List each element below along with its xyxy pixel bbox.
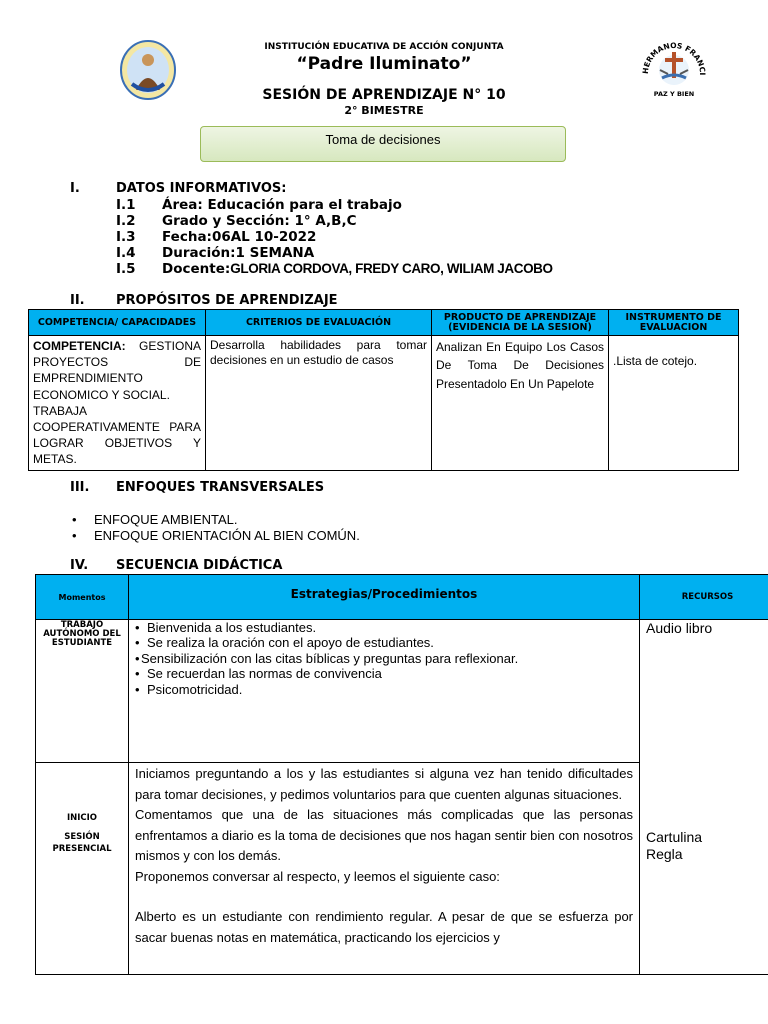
franciscan-logo-arc: HERMANOS FRANCI: [640, 40, 708, 76]
activity-item: [135, 666, 633, 681]
recurso-regla: Regla: [646, 846, 683, 862]
session-title: SESIÓN DE APRENDIZAJE N° 10: [262, 87, 506, 103]
instrumento-cell: .Lista de cotejo.: [609, 336, 739, 471]
header-estrategias: [129, 575, 640, 620]
institution-name: INSTITUCIÓN EDUCATIVA DE ACCIÓN CONJUNTA: [264, 42, 504, 52]
datos-list: [0, 197, 768, 277]
header-competencia: COMPETENCIA/ CAPACIDADES: [29, 310, 206, 336]
docente-names: GLORIA CORDOVA, FREDY CARO, WILIAM JACOBO: [230, 261, 553, 276]
section-datos-heading: [0, 181, 768, 197]
datos-item-number: I.4: [116, 245, 136, 261]
header-recursos: RECURSOS: [640, 575, 768, 620]
activity-text: Psicomotricidad.: [147, 681, 243, 697]
datos-item-number: I.1: [116, 197, 136, 213]
section-propositos-heading: [0, 293, 768, 309]
activity-item: [135, 651, 633, 666]
datos-item-number: I.5: [116, 261, 136, 277]
datos-item: [0, 197, 768, 213]
school-name: “Padre Iluminato”: [296, 54, 472, 74]
docente-label: Docente:: [162, 261, 231, 277]
section-title: ENFOQUES TRANSVERSALES: [116, 480, 325, 495]
competencia-label: COMPETENCIA:: [33, 339, 126, 353]
moment-inicio: [36, 763, 129, 975]
datos-item-text: Duración:1 SEMANA: [162, 245, 315, 261]
section-secuencia-heading: [0, 558, 768, 574]
bimestre-label: 2° BIMESTRE: [344, 104, 424, 117]
activities-list: [135, 620, 633, 697]
paragraph-decisions: Comentamos que una de las situaciones más complicadas que las personas enfrentamos a diario es la toma de decisiones que nos hagan sentir bien con nosotros mismos y con los demás.: [135, 807, 633, 863]
bullet-icon: •: [135, 635, 140, 651]
producto-cell: Analizan En Equipo Los Casos De Toma De Decisiones Presentadolo En Un Papelote: [432, 336, 609, 471]
enfoques-list: [72, 512, 360, 544]
activity-text: Se recuerdan las normas de convivencia: [147, 666, 382, 682]
capacidad-text: TRABAJA COOPERATIVAMENTE PARA LOGRAR OBJETIVOS Y METAS.: [33, 403, 201, 467]
topic-box: Toma de decisiones: [200, 126, 566, 162]
propositos-table: [28, 309, 739, 471]
datos-item-text: [162, 261, 553, 277]
enfoque-item: [72, 528, 360, 544]
enfoque-text: ENFOQUE ORIENTACIÓN AL BIEN COMÚN.: [94, 528, 360, 543]
activity-text: Se realiza la oración con el apoyo de estudiantes.: [147, 635, 434, 651]
enfoque-item: [72, 512, 360, 528]
recurso-cartulina: Cartulina: [646, 829, 703, 845]
recursos-cell: [640, 620, 768, 975]
paragraph-proposal: Proponemos conversar al respecto, y leemos el siguiente caso:: [135, 868, 500, 884]
section-number: II.: [70, 293, 85, 308]
datos-item: [0, 213, 768, 229]
header-instrumento: INSTRUMENTO DE EVALUACION: [609, 310, 739, 336]
bullet-icon: •: [135, 620, 140, 635]
moment-sesion-presencial-label: SESIÓN PRESENCIAL: [52, 832, 112, 854]
header-momentos: Momentos: [36, 575, 129, 620]
section-number: I.: [70, 181, 80, 196]
bullet-icon: •: [135, 681, 140, 697]
datos-item: [0, 245, 768, 261]
criterio-cell: Desarrolla habilidades para tomar decisiones en un estudio de casos: [206, 336, 432, 471]
section-title: DATOS INFORMATIVOS:: [116, 181, 287, 196]
bullet-icon: •: [72, 512, 77, 527]
secuencia-table: [35, 574, 768, 975]
competencia-cell: [29, 336, 206, 471]
case-text-cell: [129, 763, 640, 975]
enfoque-text: ENFOQUE AMBIENTAL.: [94, 512, 238, 527]
recurso-audio-libro: Audio libro: [646, 620, 713, 636]
datos-item-text: Grado y Sección: 1° A,B,C: [162, 213, 357, 229]
datos-item: [0, 229, 768, 245]
datos-item-number: I.3: [116, 229, 136, 245]
activity-item: [135, 682, 633, 697]
bullet-icon: •: [72, 528, 77, 543]
activities-cell: [129, 620, 640, 763]
header-estrategias-label: Estrategias/Procedimientos: [290, 587, 478, 601]
section-enfoques-heading: [0, 480, 768, 496]
activity-item: [135, 620, 633, 635]
paragraph-case: Alberto es un estudiante con rendimiento regular. A pesar de que se esfuerza por sacar buenas notas en matemática, practicando los ejercicios y: [135, 909, 633, 945]
datos-item-text: Área: Educación para el trabajo: [162, 197, 402, 213]
moment-trabajo-autonomo: TRABAJO AUTÓNOMO DEL ESTUDIANTE: [36, 620, 129, 763]
section-title: SECUENCIA DIDÁCTICA: [116, 558, 283, 573]
header-criterios: CRITERIOS DE EVALUACIÓN: [206, 310, 432, 336]
paragraph-intro: Iniciamos preguntando a los y las estudiantes si alguna vez han tenido dificultades para tomar decisiones, y pedimos voluntarios para que cuenten algunas situaciones.: [135, 766, 633, 802]
datos-item-text: Fecha:06AL 10-2022: [162, 229, 317, 245]
moment-inicio-label: INICIO: [66, 813, 98, 823]
section-title: PROPÓSITOS DE APRENDIZAJE: [116, 293, 338, 308]
datos-item: [0, 261, 768, 277]
competencia-text: GESTIONA PROYECTOS DE EMPRENDIMIENTO ECONOMICO Y SOCIAL.: [33, 339, 201, 402]
bullet-icon: •: [135, 650, 140, 666]
activity-text: Sensibilización con las citas bíblicas y preguntas para reflexionar.: [141, 650, 519, 666]
section-number: III.: [70, 480, 90, 495]
header-producto: PRODUCTO DE APRENDIZAJE (EVIDENCIA DE LA SESION): [432, 310, 609, 336]
activity-item: [135, 635, 633, 650]
activity-text: Bienvenida a los estudiantes.: [147, 620, 317, 635]
bullet-icon: •: [135, 666, 140, 682]
franciscan-logo-motto: PAZ Y BIEN: [653, 90, 695, 98]
datos-item-number: I.2: [116, 213, 136, 229]
section-number: IV.: [70, 558, 89, 573]
